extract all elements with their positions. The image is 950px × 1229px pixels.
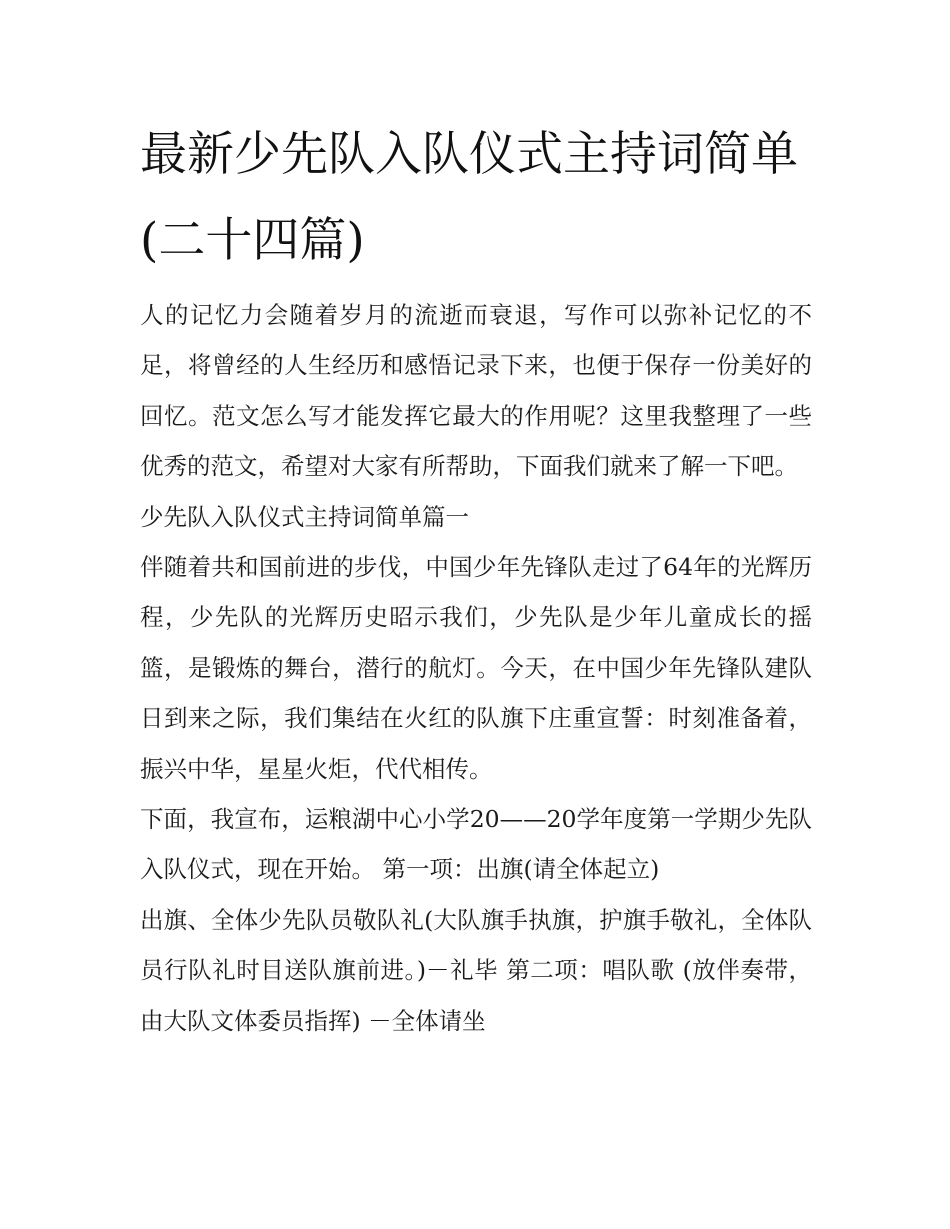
- body-paragraph-3: 出旗、全体少先队员敬队礼(大队旗手执旗，护旗手敬礼，全体队员行队礼时目送队旗前进。)－礼毕 第二项：唱队歌 (放伴奏带，由大队文体委员指挥) －全体请坐: [140, 905, 812, 1035]
- document-title: 最新少先队入队仪式主持词简单(二十四篇): [140, 127, 798, 268]
- body-paragraph-1: 伴随着共和国前进的步伐，中国少年先锋队走过了64年的光辉历程，少先队的光辉历史昭示我们，少先队是少年儿童成长的摇篮，是锻炼的舞台，潜行的航灯。今天，在中国少年先锋队建队日到来之际，我们集结在火红的队旗下庄重宣誓：时刻准备着，振兴中华，星星火炬，代代相传。: [140, 553, 812, 783]
- intro-paragraph: 人的记忆力会随着岁月的流逝而衰退，写作可以弥补记忆的不足，将曾经的人生经历和感悟记录下来，也便于保存一份美好的回忆。范文怎么写才能发挥它最大的作用呢？这里我整理了一些优秀的范文，希望对大家有所帮助，下面我们就来了解一下吧。: [140, 301, 812, 481]
- document-page: [140, 112, 812, 1046]
- section-heading: 少先队入队仪式主持词简单篇一: [140, 502, 469, 531]
- body-paragraph-2: 下面，我宣布，运粮湖中心小学20——20学年度第一学期少先队入队仪式，现在开始。 第一项：出旗(请全体起立): [140, 805, 812, 884]
